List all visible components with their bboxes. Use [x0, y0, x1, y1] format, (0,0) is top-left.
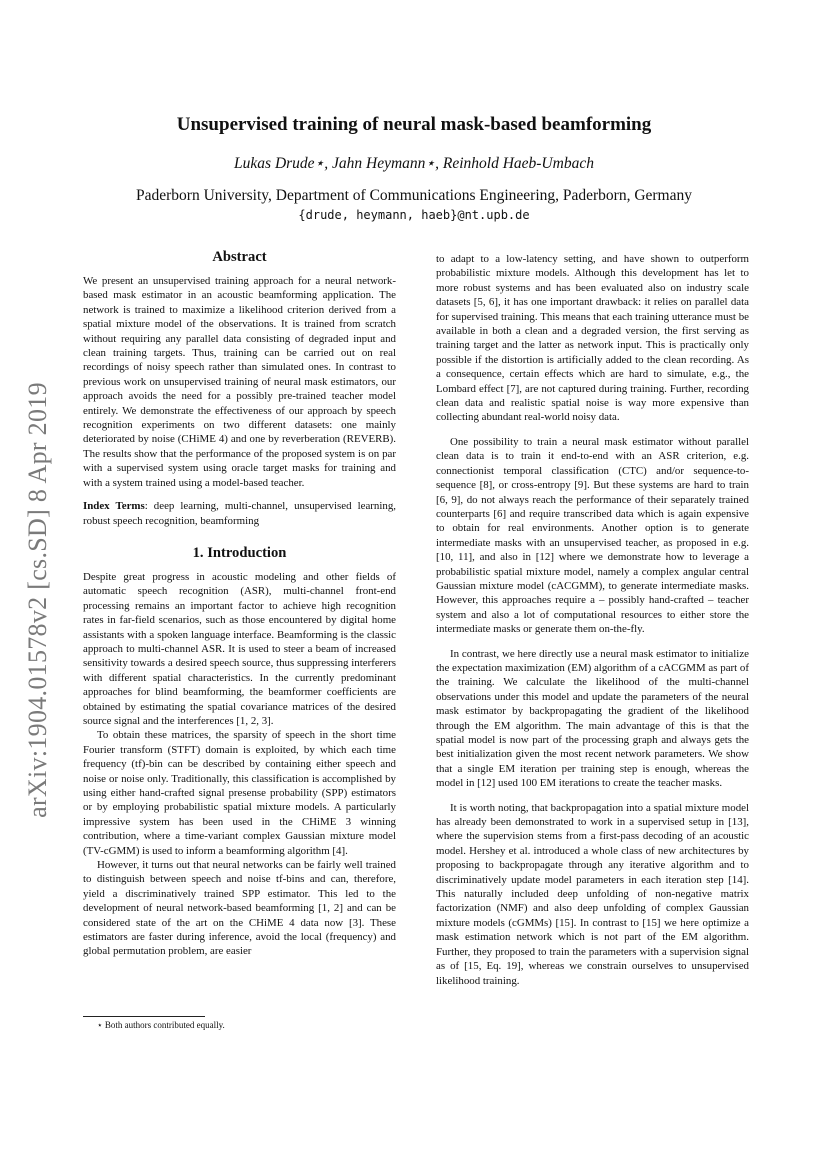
footnote-rule	[83, 1016, 205, 1017]
arxiv-identifier-text: arXiv:1904.01578v2 [cs.SD] 8 Apr 2019	[23, 382, 53, 818]
footnote: ⋆ Both authors contributed equally.	[97, 1020, 225, 1030]
right-column	[436, 252, 749, 988]
arxiv-identifier	[8, 370, 68, 830]
intro-paragraph: To obtain these matrices, the sparsity of speech in the short time Fourier transform (STFT) domain is exploited, by which each time frequency (tf)-bin can be described by containing either speech and noise or noise only. Traditionally, this classification is accomplished by using either hand-crafted signal presense probability (SPP) estimators or by employing probabilistic spatial mixture models. A particularly impressive system has been used in the CHiME 3 winning contribution, where a time-variant complex Gaussian mixture model (TV-cGMM) is used to inform a beamforming algorithm [4].	[83, 729, 396, 857]
abstract-heading: Abstract	[212, 249, 267, 265]
affiliation: Paderborn University, Department of Communications Engineering, Paderborn, Germany	[136, 187, 692, 204]
author-emails: {drude, heymann, haeb}@nt.upb.de	[298, 208, 530, 222]
abstract-text: We present an unsupervised training approach for a neural network-based mask estimator in an acoustic beamforming application. The network is trained to maximize a likelihood criterion derived from a spatial mixture model of the observations. It is trained from scratch without requiring any parallel data consisting of degraded input and clean training targets. Thus, training can be carried out on real recordings of noisy speech rather than simulated ones. In contrast to previous work on unsupervised training of neural mask estimators, our approach avoids the need for a possibly pre-trained teacher model entirely. We demonstrate the effectiveness of our approach by speech recognition experiments on two different datasets: one mainly deteriorated by noise (CHiME 4) and one by reverberation (REVERB). The results show that the performance of the proposed system is on par with a supervised system using oracle target masks for training and with a system trained using a model-based teacher.	[83, 275, 396, 489]
index-terms-label: Index Terms	[83, 500, 145, 513]
intro-paragraph: In contrast, we here directly use a neural mask estimator to initialize the expectation maximization (EM) algorithm of a cACGMM as part of the training. We calculate the likelihood of the multi-channel observations under this model and update the parameters of the neural mask estimator by backpropagating the gradient of the likelihood through the EM algorithm. The main advantage of this is that the spatial model is now part of the processing graph and always gets the best initialization given the most recent network parameters. We show that a single EM iteration per training step is enough, whereas the model in [12] used 100 EM iterations to create the teacher masks.	[436, 647, 749, 790]
intro-paragraph: One possibility to train a neural mask estimator without parallel clean data is to train it end-to-end with an ASR criterion, e.g. connectionist temporal classification (CTC) and/or sequence-to-sequence [8], or cross-entropy [9]. But these systems are hard to train [6, 9], do not always reach the performance of their separately trained counterparts [6] and require transcribed data which is again expensive to obtain for real environments. Another option is to generate intermediate masks with an unsupervised teacher, as proposed in e.g. [10, 11], and also in [12] where we demonstrate how to leverage a probabilistic spatial mixture model, namely a complex angular central Gaussian mixture model (cACGMM), to generate intermediate masks. However, this approaches require a – possibly hand-crafted – teacher system and also a lot of computational resources to either store the intermediate masks or generate them on-the-fly.	[436, 435, 749, 636]
left-column	[83, 248, 396, 959]
paper-title: Unsupervised training of neural mask-based beamforming	[176, 114, 652, 135]
intro-paragraph-continued: to adapt to a low-latency setting, and have shown to outperform probabilistic mixture models. Although this development has let to more robust systems and has been evaluated also on industry scale datasets [5, 6], it has one important drawback: it relies on parallel data for supervised training. This means that each training utterance must be available in both a clean and a degraded version, the first serving as training target and the latter as network input. This is practically only possible if the distortion is artificially added to the clean recording. As a consequence, certain effects which are hard to simulate, e.g., the Lombard effect [7], are not captured during training. Further, recording clean data and realistic spatial noise is way more expensive than collecting abundant real-world noisy data.	[436, 253, 749, 424]
intro-paragraph: However, it turns out that neural networks can be fairly well trained to distinguish between speech and noise tf-bins and can, therefore, yield a discriminatively trained SPP estimator. This led to the development of neural network-based beamforming [1, 2] and can be considered state of the art on the CHiME 4 data now [3]. These estimators are faster during inference, avoid the local (frequency) and global permutation problem, are easier	[83, 859, 396, 958]
intro-paragraph: Despite great progress in acoustic modeling and other fields of automatic speech recognition (ASR), multi-channel front-end processing remains an important factor to achieve high recognition rates in far-field scenarios, such as those encountered by digital home assistants with a spoken language interface. Beamforming is the classic approach to multi-channel ASR. It is used to steer a beam of increased sensitivity towards a desired speech source, thus suppressing interferers with different spatial characteristics. In the currently predominant approaches for blind beamforming, the beamformer coefficients are obtained by estimating the spatial covariance matrices of the desired source signal and the interferences [1, 2, 3].	[83, 570, 396, 727]
index-terms-text: : deep learning, multi-channel, unsupervised learning, robust speech recognition, beamforming	[83, 500, 396, 527]
index-terms	[83, 499, 396, 528]
author-list: Lukas Drude⋆, Jahn Heymann⋆, Reinhold Haeb-Umbach	[234, 155, 594, 172]
intro-paragraph: It is worth noting, that backpropagation into a spatial mixture model has already been demonstrated to work in a supervised setup in [13], where the supervision stems from a first-pass decoding of an acoustic model. Hershey et al. introduced a whole class of new architectures by proposing to backpropagate through any iterative algorithm and to discriminatively update model parameters in each iteration step [14]. This naturally included deep unfolding of non-negative matrix factorization (NMF) and also deep unfolding of complex Gaussian mixture models (cGMMs) [15]. In contrast to [15] we here optimize a mask estimation network which is not part of the EM algorithm. Further, they proposed to train the parameters with a supervision signal as of [15, Eq. 19], whereas we constrain ourselves to unsupervised likelihood training.	[436, 801, 749, 987]
introduction-heading: 1. Introduction	[192, 544, 287, 561]
